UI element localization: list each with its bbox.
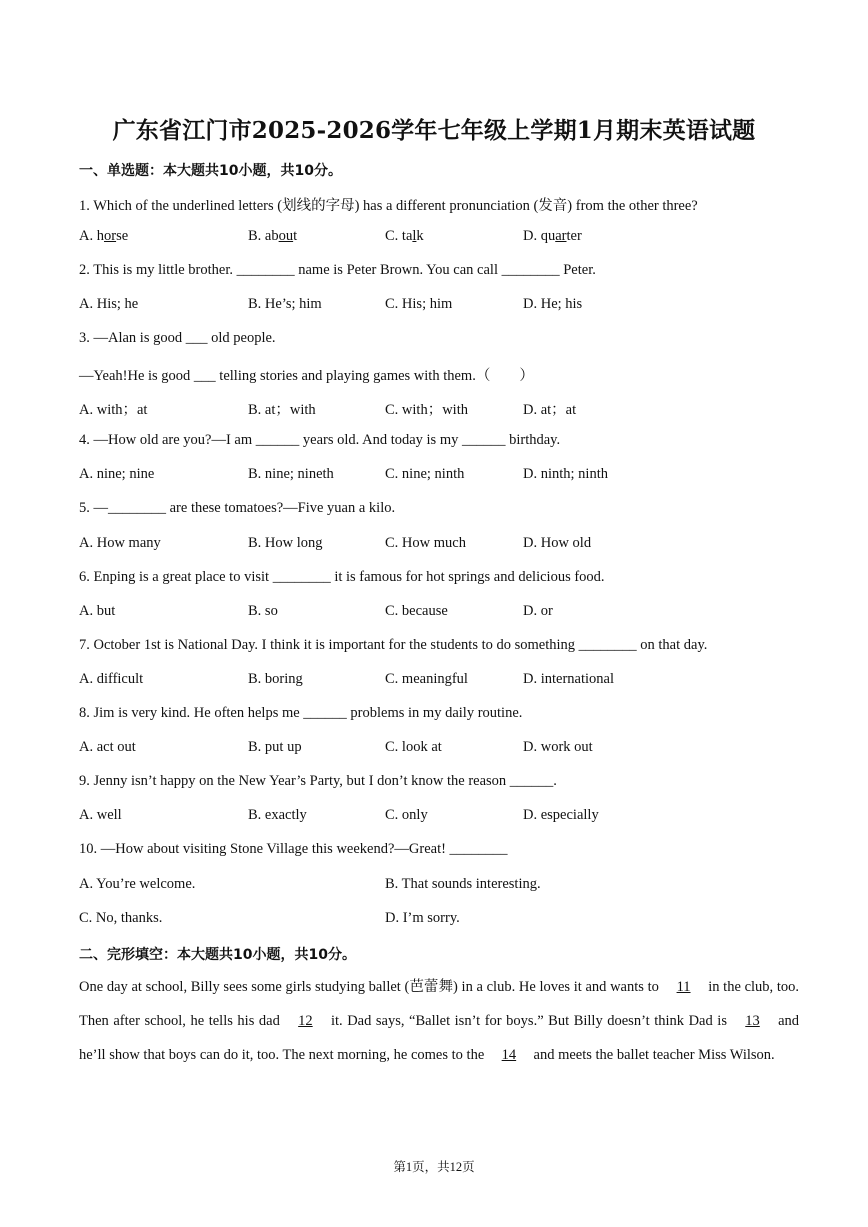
question-7-option-c[interactable]: C. meaningful	[385, 671, 468, 687]
question-8-option-d[interactable]: D. work out	[523, 739, 593, 755]
cloze-blank-13[interactable]: 13	[745, 1013, 760, 1030]
question-10-option-a[interactable]: A. You’re welcome.	[79, 876, 196, 892]
question-2-stem: 2. This is my little brother. ________ name is Peter Brown. You can call ________ Peter.	[79, 262, 596, 278]
question-2-option-a[interactable]: A. His; he	[79, 296, 139, 312]
question-8-option-b[interactable]: B. put up	[248, 739, 302, 755]
question-3-stem: 3. —Alan is good ___ old people.	[79, 330, 276, 346]
question-10-stem: 10. —How about visiting Stone Village this weekend?—Great! ________	[79, 841, 508, 857]
passage-text: it. Dad says, “Ballet isn’t for boys.” But Billy doesn’t think Dad is	[326, 1013, 732, 1030]
question-1-option-b[interactable]	[248, 228, 297, 245]
question-2-option-d[interactable]: D. He; his	[523, 296, 583, 312]
question-4-option-b[interactable]: B. nine; nineth	[248, 466, 334, 482]
question-6-option-c[interactable]: C. because	[385, 603, 448, 619]
option-text: A. h	[79, 228, 104, 244]
passage-text: and he’ll show that boys can do it, too. The next morning, he comes to the	[79, 1013, 800, 1064]
question-8-option-a[interactable]: A. act out	[79, 739, 136, 755]
option-text: se	[116, 228, 129, 244]
section-header-cloze: 二、完形填空：本大题共10小题，共10分。	[79, 947, 356, 963]
underlined-letters: or	[103, 228, 117, 244]
question-4-stem: 4. —How old are you?—I am ______ years old. And today is my ______ birthday.	[79, 432, 561, 448]
question-4-option-a[interactable]: A. nine; nine	[79, 466, 155, 482]
question-8-stem: 8. Jim is very kind. He often helps me ______ problems in my daily routine.	[79, 705, 523, 721]
question-7-stem: 7. October 1st is National Day. I think it is important for the students to do something ________ on that day.	[79, 637, 708, 653]
question-9-stem: 9. Jenny isn’t happy on the New Year’s Party, but I don’t know the reason ______.	[79, 773, 557, 789]
option-text: C. ta	[385, 228, 413, 244]
question-3-option-a[interactable]: A. with；at	[79, 402, 148, 418]
option-text: B. ab	[248, 228, 279, 244]
option-text: D. qu	[523, 228, 556, 244]
question-10-option-b[interactable]: B. That sounds interesting.	[385, 876, 541, 892]
cloze-passage	[79, 970, 799, 1073]
question-6-stem: 6. Enping is a great place to visit ________ it is famous for hot springs and delicious food.	[79, 569, 605, 585]
passage-text: in the club, too. Then after school, he tells his dad	[79, 979, 799, 1030]
option-text: ter	[566, 228, 582, 244]
cloze-blank-12[interactable]: 12	[298, 1013, 313, 1030]
passage-text: and meets the ballet teacher Miss Wilson.	[529, 1047, 775, 1064]
question-1-option-c[interactable]	[385, 228, 424, 245]
question-5-stem: 5. —________ are these tomatoes?—Five yuan a kilo.	[79, 500, 396, 516]
question-2-option-b[interactable]: B. He’s; him	[248, 296, 322, 312]
question-2-option-c[interactable]: C. His; him	[385, 296, 453, 312]
page-footer: 第1页，共12页	[393, 1160, 475, 1174]
passage-text: One day at school, Billy sees some girls studying ballet (芭蕾舞) in a club. He loves it and wants to	[79, 979, 663, 995]
question-4-option-c[interactable]: C. nine; ninth	[385, 466, 465, 482]
question-3-option-d[interactable]: D. at；at	[523, 402, 577, 418]
page-title: 广东省江门市2025-2026学年七年级上学期1月期末英语试题	[112, 117, 756, 144]
question-10-option-d[interactable]: D. I’m sorry.	[385, 910, 460, 926]
underlined-letters: l	[412, 228, 417, 244]
question-10-option-c[interactable]: C. No, thanks.	[79, 910, 163, 926]
cloze-blank-14[interactable]: 14	[501, 1047, 517, 1064]
question-3-option-c[interactable]: C. with；with	[385, 402, 468, 418]
section-header-single-choice: 一、单选题：本大题共10小题，共10分。	[79, 163, 342, 179]
option-text: k	[416, 228, 424, 244]
question-9-option-c[interactable]: C. only	[385, 807, 428, 823]
question-3-option-b[interactable]: B. at；with	[248, 402, 316, 418]
underlined-letters: ar	[555, 228, 567, 244]
question-3-stem-line-2: —Yeah!He is good ___ telling stories and playing games with them.（ ）	[79, 368, 534, 384]
question-9-option-b[interactable]: B. exactly	[248, 807, 307, 823]
question-7-option-d[interactable]: D. international	[523, 671, 615, 687]
question-7-option-b[interactable]: B. boring	[248, 671, 303, 687]
question-4-option-d[interactable]: D. ninth; ninth	[523, 466, 608, 482]
question-5-option-c[interactable]: C. How much	[385, 535, 466, 551]
option-text: t	[293, 228, 298, 244]
question-1-option-a[interactable]	[79, 228, 128, 245]
question-1-stem: 1. Which of the underlined letters (划线的字母) has a different pronunciation (发音) from the other three?	[79, 198, 698, 214]
question-6-option-d[interactable]: D. or	[523, 603, 553, 619]
question-9-option-d[interactable]: D. especially	[523, 807, 599, 823]
question-5-option-b[interactable]: B. How long	[248, 535, 323, 551]
question-6-option-b[interactable]: B. so	[248, 603, 278, 619]
question-5-option-a[interactable]: A. How many	[79, 535, 161, 551]
question-7-option-a[interactable]: A. difficult	[79, 671, 144, 687]
question-5-option-d[interactable]: D. How old	[523, 535, 592, 551]
cloze-blank-11[interactable]: 11	[676, 979, 691, 995]
question-1-option-d[interactable]	[523, 228, 582, 245]
question-9-option-a[interactable]: A. well	[79, 807, 122, 823]
question-8-option-c[interactable]: C. look at	[385, 739, 442, 755]
underlined-letters: ou	[278, 228, 294, 244]
question-6-option-a[interactable]: A. but	[79, 603, 116, 619]
